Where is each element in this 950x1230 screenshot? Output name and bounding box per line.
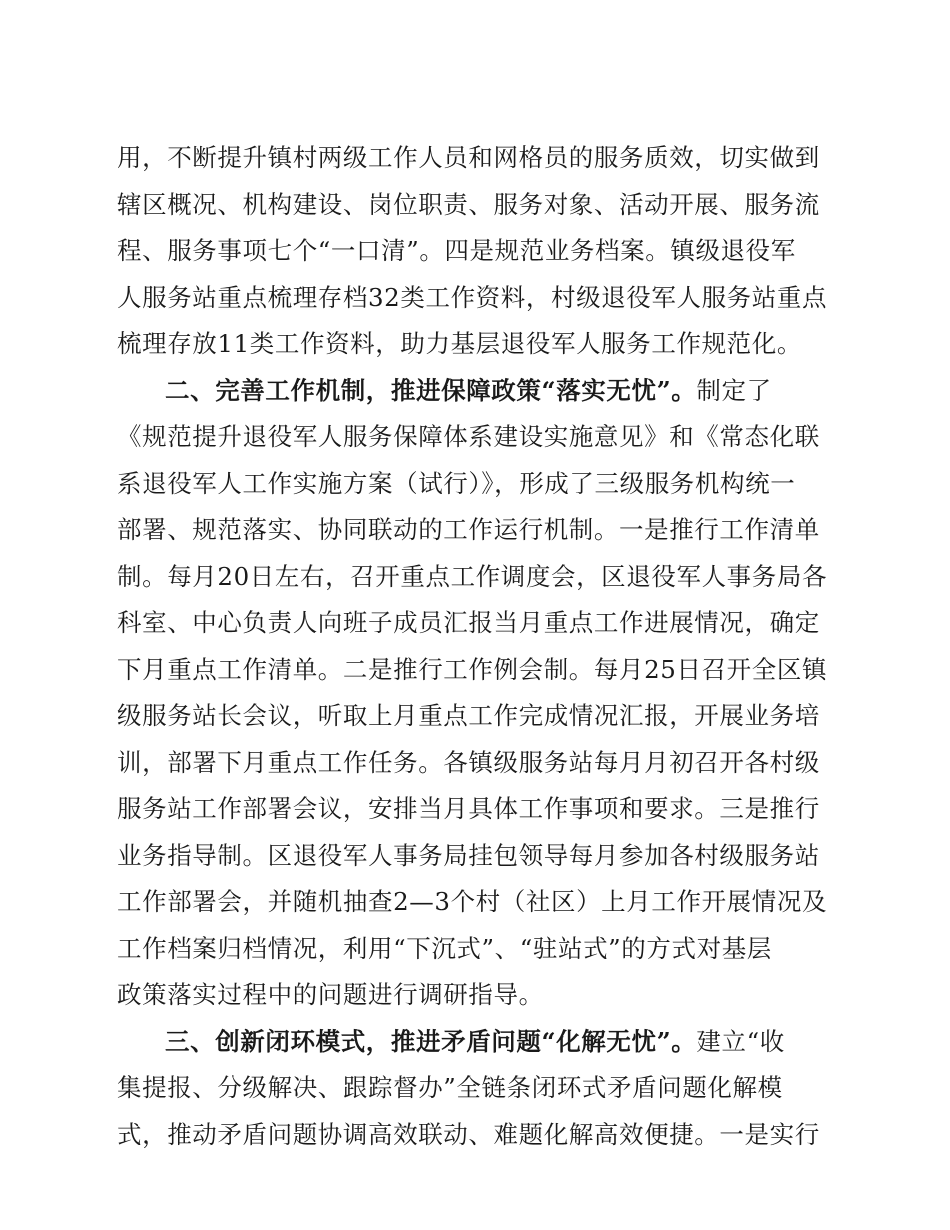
section-2-heading: 二、完善工作机制，推进保障政策“落实无忧”。 — [165, 376, 697, 405]
paragraph-line: 集提报、分级解决、跟踪督办”全链条闭环式矛盾问题化解模 — [117, 1073, 783, 1102]
section-2-first-line — [165, 376, 865, 406]
paragraph-line: 《规范提升退役军人服务保障体系建设实施意见》和《常态化联 — [117, 422, 820, 451]
paragraph-line: 用，不断提升镇村两级工作人员和网格员的服务质效，切实做到 — [117, 143, 820, 172]
paragraph-line: 梳理存放11类工作资料，助力基层退役军人服务工作规范化。 — [117, 329, 802, 358]
paragraph-line: 部署、规范落实、协同联动的工作运行机制。一是推行工作清单 — [117, 515, 820, 544]
paragraph-line: 式，推动矛盾问题协调高效联动、难题化解高效便捷。一是实行 — [117, 1120, 820, 1149]
section-2-first-line-rest: 制定了 — [696, 376, 772, 405]
section-3-first-line — [165, 1027, 865, 1057]
paragraph-line: 政策落实过程中的问题进行调研指导。 — [117, 980, 544, 1009]
paragraph-line: 工作部署会，并随机抽查2—3个村（社区）上月工作开展情况及 — [117, 887, 828, 916]
section-3-heading: 三、创新闭环模式，推进矛盾问题“化解无忧”。 — [165, 1027, 697, 1056]
paragraph-line: 科室、中心负责人向班子成员汇报当月重点工作进展情况，确定 — [117, 608, 820, 637]
paragraph-line: 下月重点工作清单。二是推行工作例会制。每月25日召开全区镇 — [117, 655, 828, 684]
paragraph-line: 辖区概况、机构建设、岗位职责、服务对象、活动开展、服务流 — [117, 190, 820, 219]
paragraph-line: 业务指导制。区退役军人事务局挂包领导每月参加各村级服务站 — [117, 841, 820, 870]
paragraph-line: 级服务站长会议，听取上月重点工作完成情况汇报，开展业务培 — [117, 701, 820, 730]
paragraph-line: 系退役军人工作实施方案（试行）》，形成了三级服务机构统一 — [117, 469, 796, 498]
section-3-first-line-rest: 建立“收 — [696, 1027, 785, 1056]
paragraph-line: 制。每月20日左右，召开重点工作调度会，区退役军人事务局各 — [117, 562, 828, 591]
paragraph-line: 工作档案归档情况，利用“下沉式”、“驻站式”的方式对基层 — [117, 934, 772, 963]
paragraph-line: 程、服务事项七个“一口清”。四是规范业务档案。镇级退役军 — [117, 236, 796, 265]
paragraph-line: 训，部署下月重点工作任务。各镇级服务站每月月初召开各村级 — [117, 748, 820, 777]
paragraph-line: 人服务站重点梳理存档32类工作资料，村级退役军人服务站重点 — [117, 283, 828, 312]
paragraph-line: 服务站工作部署会议，安排当月具体工作事项和要求。三是推行 — [117, 794, 820, 823]
